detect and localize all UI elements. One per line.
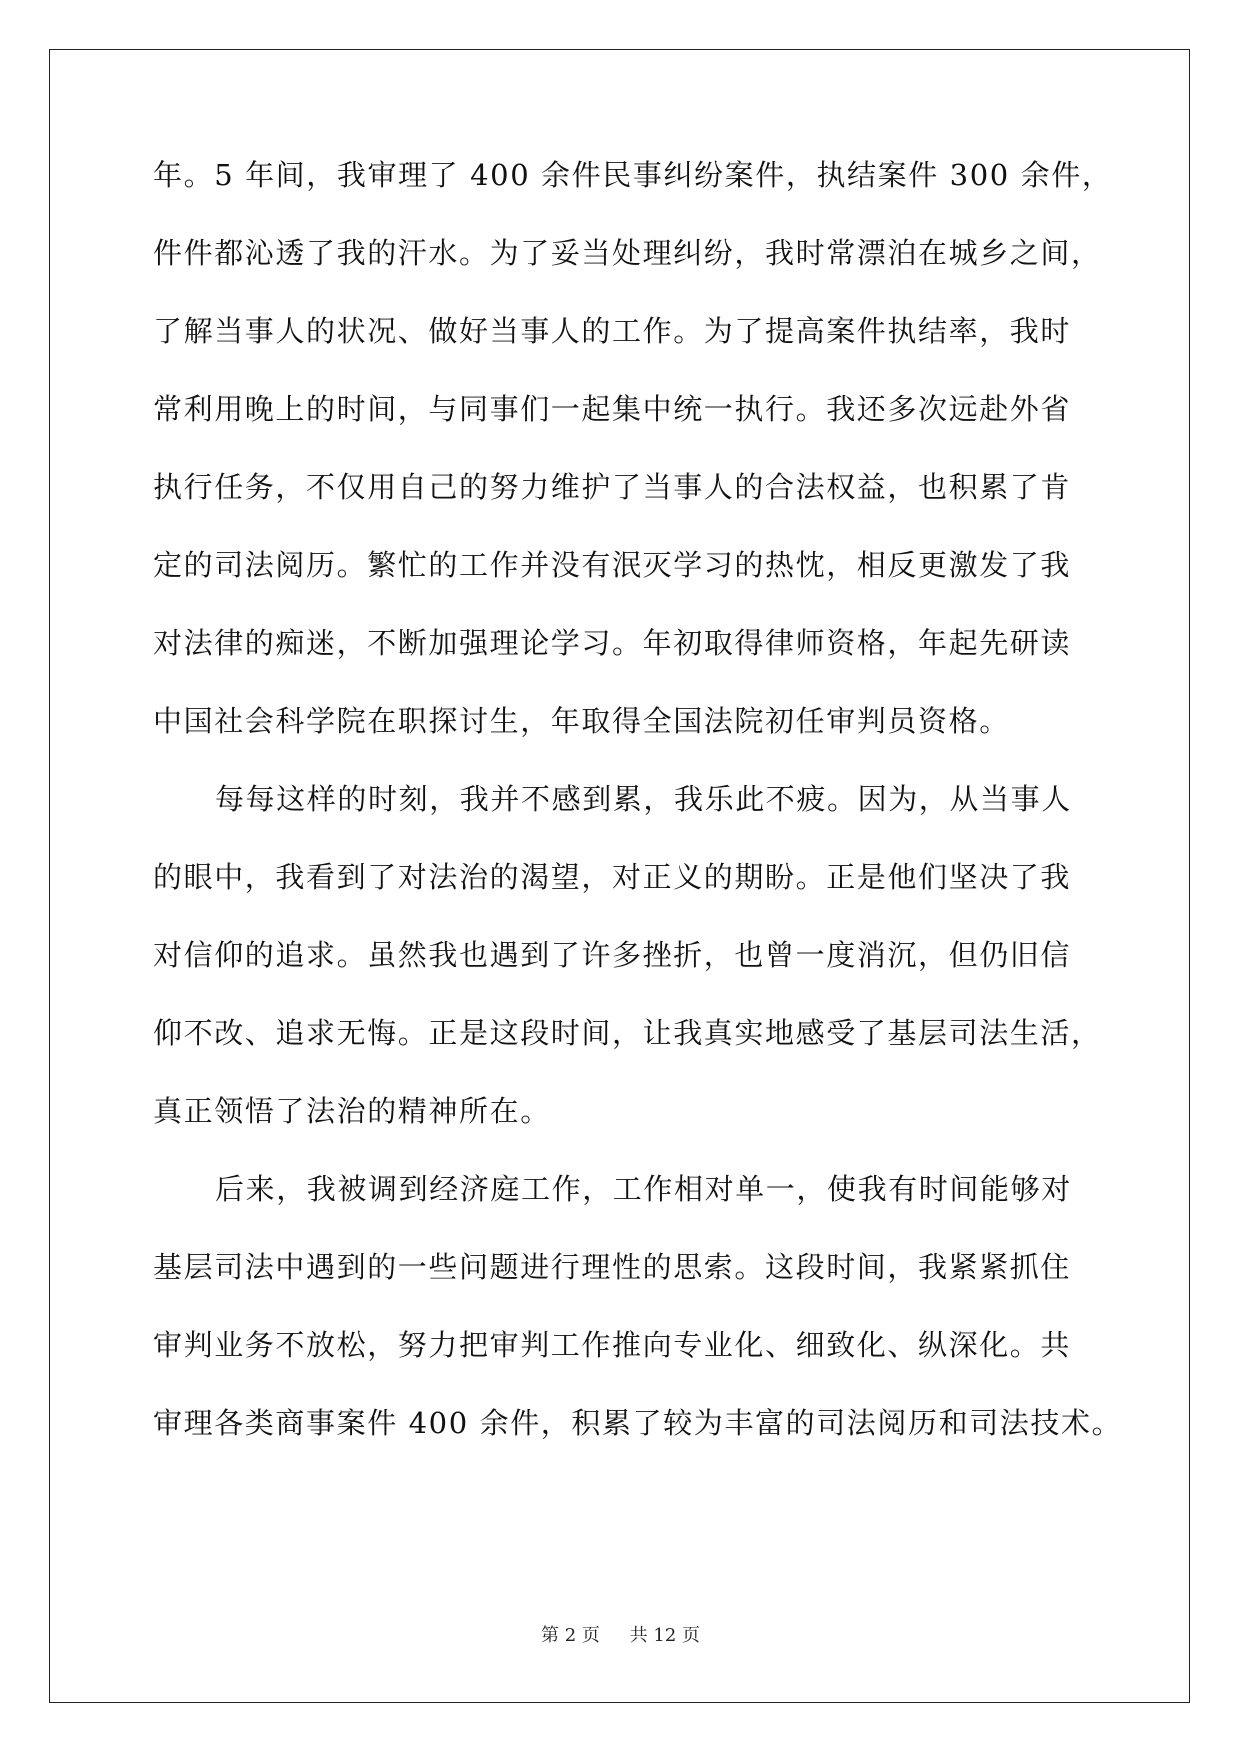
text-line: 基层司法中遇到的一些问题进行理性的思索。这段时间，我紧紧抓住 xyxy=(153,1250,1072,1284)
paragraph-start-line: 后来，我被调到经济庭工作，工作相对单一，使我有时间能够对 xyxy=(215,1172,1072,1206)
text-line: 执行任务，不仅用自己的努力维护了当事人的合法权益，也积累了肯 xyxy=(153,470,1072,504)
paragraph-start-line: 每每这样的时刻，我并不感到累，我乐此不疲。因为，从当事人 xyxy=(215,782,1072,816)
page-number: 第 2 页 xyxy=(541,1625,600,1646)
text-line: 定的司法阅历。繁忙的工作并没有泯灭学习的热忱，相反更激发了我 xyxy=(153,548,1072,582)
text-line: 对信仰的追求。虽然我也遇到了许多挫折，也曾一度消沉，但仍旧信 xyxy=(153,938,1072,972)
text-line: 仰不改、追求无悔。正是这段时间，让我真实地感受了基层司法生活， xyxy=(153,1016,1102,1050)
text-line: 了解当事人的状况、做好当事人的工作。为了提高案件执结率，我时 xyxy=(153,314,1072,348)
document-body xyxy=(153,158,1123,1486)
text-line: 的眼中，我看到了对法治的渴望，对正义的期盼。正是他们坚决了我 xyxy=(153,860,1072,894)
text-line: 中国社会科学院在职探讨生，年取得全国法院初任审判员资格。 xyxy=(153,704,1010,738)
text-line: 件件都沁透了我的汗水。为了妥当处理纠纷，我时常漂泊在城乡之间， xyxy=(153,236,1102,270)
page-total: 共 12 页 xyxy=(629,1625,700,1646)
text-line: 真正领悟了法治的精神所在。 xyxy=(153,1094,551,1128)
page-footer xyxy=(0,1621,1241,1647)
text-line: 常利用晚上的时间，与同事们一起集中统一执行。我还多次远赴外省 xyxy=(153,392,1072,426)
text-line: 审判业务不放松，努力把审判工作推向专业化、细致化、纵深化。共 xyxy=(153,1328,1072,1362)
text-line: 审理各类商事案件 400 余件，积累了较为丰富的司法阅历和司法技术。 xyxy=(153,1406,1123,1440)
text-line: 年。5 年间，我审理了 400 余件民事纠纷案件，执结案件 300 余件， xyxy=(153,158,1113,192)
text-line: 对法律的痴迷，不断加强理论学习。年初取得律师资格，年起先研读 xyxy=(153,626,1072,660)
